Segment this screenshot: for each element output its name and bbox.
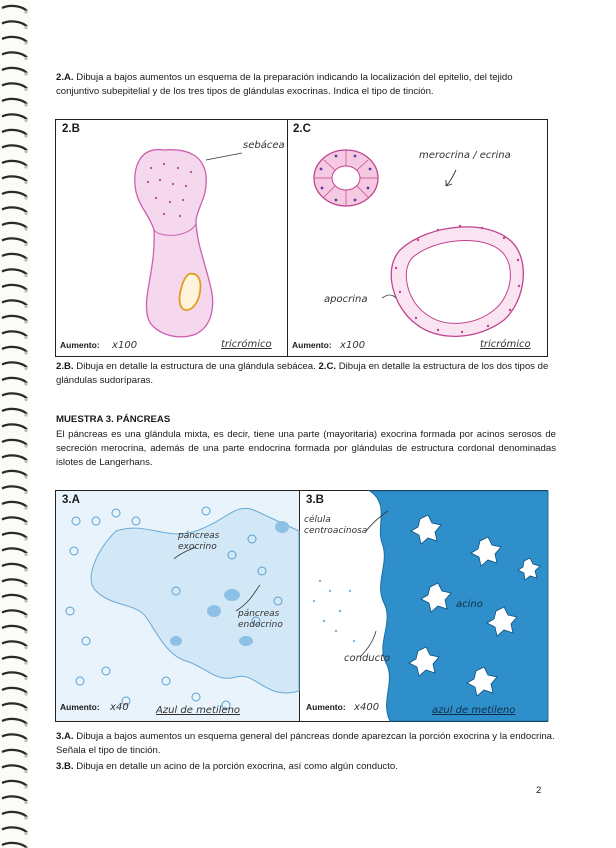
binding-hole bbox=[24, 320, 27, 323]
binding-hole bbox=[24, 816, 27, 819]
panel-3b-label: 3.B bbox=[306, 494, 324, 506]
spiral-coil bbox=[2, 750, 27, 755]
caption-3a: 3.A. Dibuja a bajos aumentos un esquema general del páncreas donde aparezcan la porción exocrina y la endocrina. Señala el tipo de tinción. bbox=[56, 731, 555, 756]
spiral-coil bbox=[2, 440, 27, 445]
spiral-coil bbox=[2, 114, 27, 119]
binding-hole bbox=[24, 708, 27, 711]
spiral-coil bbox=[2, 99, 27, 104]
spiral-coil bbox=[2, 812, 27, 817]
binding-hole bbox=[24, 630, 27, 633]
binding-hole bbox=[24, 258, 27, 261]
spiral-coil bbox=[2, 796, 27, 801]
binding-hole bbox=[24, 72, 27, 75]
stain-3a: Azul de metileno bbox=[156, 705, 241, 716]
binding-hole bbox=[24, 568, 27, 571]
binding-hole bbox=[24, 367, 27, 370]
spiral-coil bbox=[2, 564, 27, 569]
spiral-coil bbox=[2, 254, 27, 259]
binding-hole bbox=[24, 227, 27, 230]
binding-hole bbox=[24, 119, 27, 122]
spiral-coil bbox=[2, 579, 27, 584]
spiral-coil bbox=[2, 37, 27, 42]
label-pancreas-exocrino: páncreas exocrino bbox=[178, 531, 220, 552]
binding-hole bbox=[24, 243, 27, 246]
pancreas-low-drawing bbox=[56, 491, 300, 721]
binding-hole bbox=[24, 10, 27, 13]
spiral-coil bbox=[2, 703, 27, 708]
spiral-coil bbox=[2, 595, 27, 600]
binding-hole bbox=[24, 522, 27, 525]
spiral-coil bbox=[2, 641, 27, 646]
panel-2b-label: 2.B bbox=[62, 123, 80, 135]
binding-hole bbox=[24, 475, 27, 478]
binding-hole bbox=[24, 382, 27, 385]
stain-2b: tricrómico bbox=[221, 339, 272, 350]
spiral-coil bbox=[2, 688, 27, 693]
spiral-coil bbox=[2, 223, 27, 228]
stain-2c: tricrómico bbox=[480, 339, 531, 350]
spiral-coil bbox=[2, 781, 27, 786]
binding-hole bbox=[24, 398, 27, 401]
figure-3 bbox=[55, 490, 548, 722]
spiral-coil bbox=[2, 331, 27, 336]
panel-2c-label: 2.C bbox=[293, 123, 311, 135]
spiral-coil bbox=[2, 83, 27, 88]
binding-hole bbox=[24, 88, 27, 91]
aumento-2b: Aumento: x100 bbox=[60, 340, 138, 351]
spiral-coil bbox=[2, 300, 27, 305]
spiral-coil bbox=[2, 734, 27, 739]
spiral-coil bbox=[2, 393, 27, 398]
label-acino: acino bbox=[456, 599, 483, 610]
binding-hole bbox=[24, 429, 27, 432]
label-sebacea: sebácea bbox=[243, 140, 285, 151]
binding-hole bbox=[24, 506, 27, 509]
binding-hole bbox=[24, 491, 27, 494]
binding-hole bbox=[24, 351, 27, 354]
label-merocrina: merocrina / ecrina bbox=[419, 150, 511, 161]
binding-hole bbox=[24, 801, 27, 804]
aumento-2c: Aumento: x100 bbox=[292, 340, 366, 351]
spiral-coil bbox=[2, 843, 27, 848]
figure-2 bbox=[55, 119, 548, 357]
spiral-coil bbox=[2, 657, 27, 662]
spiral-coil bbox=[2, 533, 27, 538]
binding-hole bbox=[24, 770, 27, 773]
spiral-coil bbox=[2, 409, 27, 414]
spiral-coil bbox=[2, 285, 27, 290]
spiral-binding bbox=[0, 0, 30, 848]
spiral-coil bbox=[2, 21, 27, 26]
binding-hole bbox=[24, 26, 27, 29]
spiral-coil bbox=[2, 626, 27, 631]
binding-hole bbox=[24, 832, 27, 835]
binding-hole bbox=[24, 723, 27, 726]
binding-hole bbox=[24, 181, 27, 184]
spiral-coil bbox=[2, 378, 27, 383]
spiral-coil bbox=[2, 455, 27, 460]
spiral-coil bbox=[2, 347, 27, 352]
binding-hole bbox=[24, 646, 27, 649]
binding-hole bbox=[24, 537, 27, 540]
spiral-coil bbox=[2, 486, 27, 491]
binding-hole bbox=[24, 165, 27, 168]
spiral-coil bbox=[2, 6, 27, 11]
caption-2b-2c: 2.B. Dibuja en detalle la estructura de una glándula sebácea. 2.C. Dibuja en detalle la estructura de los dos tipos de glándulas sudoríparas. bbox=[56, 361, 549, 386]
section-3-paragraph: El páncreas es una glándula mixta, es decir, tiene una parte (mayoritaria) exocrina formada por acinos serosos de secreción merocrina, además de una parte endocrina formada por glándulas de estructura cordonal denominadas islotes de Langerhans. bbox=[56, 429, 556, 468]
binding-hole bbox=[24, 57, 27, 60]
binding-hole bbox=[24, 150, 27, 153]
binding-hole bbox=[24, 739, 27, 742]
label-apocrina: apocrina bbox=[324, 294, 368, 305]
binding-hole bbox=[24, 444, 27, 447]
instruction-2a: 2.A. Dibuja a bajos aumentos un esquema de la preparación indicando la localización del epitelio, del tejido conjuntivo subepitelial y de los tres tipos de glándulas exocrinas. Indica el tipo de tinción. bbox=[56, 72, 513, 97]
binding-hole bbox=[24, 615, 27, 618]
binding-hole bbox=[24, 677, 27, 680]
section-3-title: MUESTRA 3. PÁNCREAS bbox=[56, 414, 171, 425]
notebook-page bbox=[30, 0, 616, 848]
binding-hole bbox=[24, 584, 27, 587]
spiral-coil bbox=[2, 145, 27, 150]
binding-hole bbox=[24, 274, 27, 277]
label-pancreas-endocrino: páncreas endocrino bbox=[238, 609, 283, 630]
spiral-coil bbox=[2, 672, 27, 677]
sebaceous-gland-drawing bbox=[56, 120, 288, 356]
spiral-coil bbox=[2, 719, 27, 724]
binding-hole bbox=[24, 196, 27, 199]
spiral-coil bbox=[2, 502, 27, 507]
binding-hole bbox=[24, 692, 27, 695]
spiral-coil bbox=[2, 207, 27, 212]
binding-hole bbox=[24, 460, 27, 463]
binding-hole bbox=[24, 336, 27, 339]
binding-hole bbox=[24, 661, 27, 664]
spiral-coil bbox=[2, 610, 27, 615]
panel-3a-label: 3.A bbox=[62, 494, 80, 506]
spiral-coil bbox=[2, 362, 27, 367]
page-number: 2 bbox=[536, 785, 542, 796]
caption-3b: 3.B. Dibuja en detalle un acino de la porción exocrina, así como algún conducto. bbox=[56, 761, 398, 772]
spiral-coil bbox=[2, 192, 27, 197]
binding-hole bbox=[24, 553, 27, 556]
spiral-coil bbox=[2, 827, 27, 832]
binding-hole bbox=[24, 785, 27, 788]
spiral-coil bbox=[2, 176, 27, 181]
binding-hole bbox=[24, 289, 27, 292]
label-conducto: conducto bbox=[344, 653, 391, 664]
aumento-3a: Aumento: x40 bbox=[60, 702, 129, 713]
spiral-coil bbox=[2, 238, 27, 243]
spiral-coil bbox=[2, 548, 27, 553]
spiral-coil bbox=[2, 765, 27, 770]
spiral-coil bbox=[2, 316, 27, 321]
binding-hole bbox=[24, 413, 27, 416]
spiral-coil bbox=[2, 161, 27, 166]
spiral-coil bbox=[2, 517, 27, 522]
binding-hole bbox=[24, 305, 27, 308]
spiral-coil bbox=[2, 130, 27, 135]
binding-hole bbox=[24, 754, 27, 757]
spiral-coil bbox=[2, 269, 27, 274]
binding-hole bbox=[24, 41, 27, 44]
spiral-coil bbox=[2, 68, 27, 73]
binding-hole bbox=[24, 599, 27, 602]
spiral-coil bbox=[2, 52, 27, 57]
stain-3b: azul de metileno bbox=[432, 705, 516, 716]
spiral-coil bbox=[2, 471, 27, 476]
binding-hole bbox=[24, 103, 27, 106]
spiral-coil bbox=[2, 424, 27, 429]
binding-hole bbox=[24, 212, 27, 215]
binding-hole bbox=[24, 134, 27, 137]
label-celula-centroacinosa: célula centroacinosa bbox=[304, 515, 368, 536]
aumento-3b: Aumento: x400 bbox=[306, 702, 380, 713]
